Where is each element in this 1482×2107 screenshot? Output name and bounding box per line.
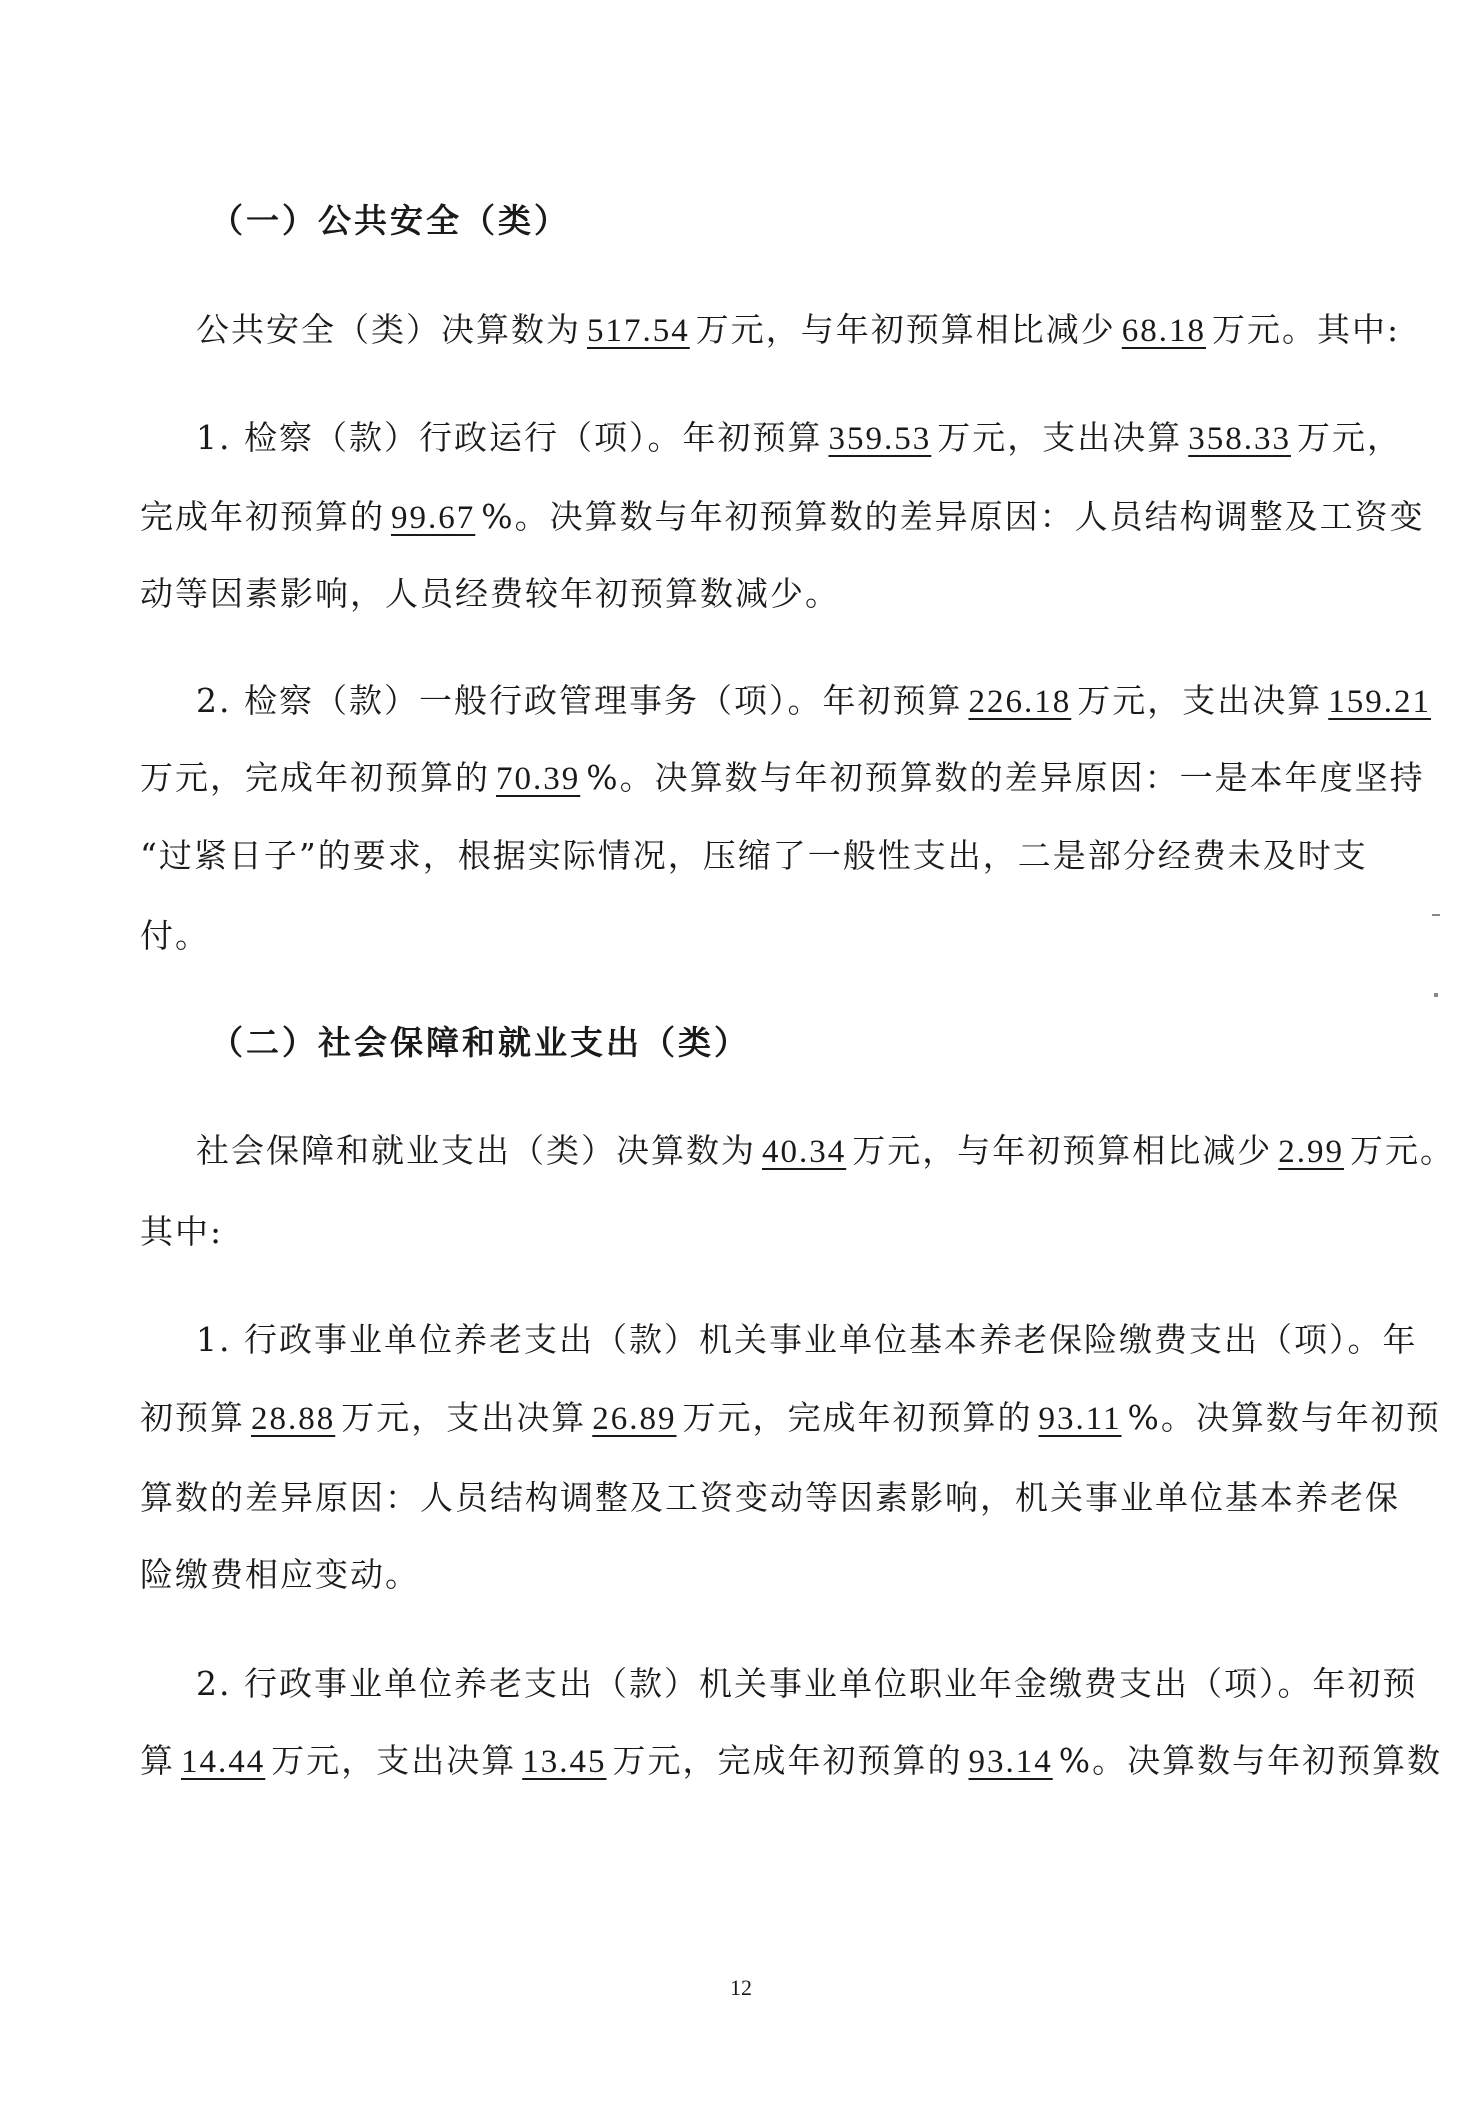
paragraph-public-security-intro: 公共安全（类）决算数为 517.54 万元，与年初预算相比减少 68.18 万元。其中: [196,310,1401,349]
paragraph-social-security-intro-line2: 其中: [140,1212,224,1251]
paragraph-social-security-intro: 社会保障和就业支出（类）决算数为 40.34 万元，与年初预算相比减少 2.99 万元。 [196,1131,1455,1170]
item-occupational-annuity-line1: 2. 行政事业单位养老支出（款）机关事业单位职业年金缴费支出（项）。年初预 [196,1664,1418,1703]
value-underlined: 28.88 [251,1401,336,1437]
item-basic-pension-line3: 算数的差异原因：人员结构调整及工资变动等因素影响，机关事业单位基本养老保 [140,1478,1400,1517]
item-basic-pension-line1: 1. 行政事业单位养老支出（款）机关事业单位基本养老保险缴费支出（项）。年 [196,1320,1418,1359]
item-procuratorate-general-admin-line4: 付。 [140,916,210,955]
value-underlined: 93.11 [1038,1401,1122,1437]
value-underlined: 99.67 [391,500,476,536]
value-underlined: 358.33 [1188,421,1291,457]
value-underlined: 2.99 [1278,1134,1344,1170]
section-heading-public-security: （一）公共安全（类） [210,201,570,240]
value-underlined: 14.44 [181,1744,266,1780]
value-underlined: 68.18 [1121,313,1206,349]
value-underlined: 70.39 [496,761,581,797]
value-underlined: 359.53 [828,421,932,457]
value-underlined: 226.18 [968,684,1072,720]
value-underlined: 40.34 [762,1134,847,1170]
item-procuratorate-operation-line1: 1. 检察（款）行政运行（项）。年初预算 359.53 万元，支出决算 358.33 万元， [196,418,1402,457]
scan-mark [1432,914,1440,916]
value-underlined: 26.89 [592,1401,677,1437]
item-procuratorate-operation-line2: 完成年初预算的 99.67 %。决算数与年初预算数的差异原因：人员结构调整及工资变 [140,497,1425,536]
value-underlined: 93.14 [968,1744,1053,1780]
value-underlined: 159.21 [1328,684,1431,720]
item-occupational-annuity-line2: 算 14.44 万元，支出决算 13.45 万元，完成年初预算的 93.14 %。决算数与年初预算数 [140,1741,1443,1780]
section-heading-social-security: （二）社会保障和就业支出（类） [210,1023,750,1062]
item-basic-pension-line4: 险缴费相应变动。 [140,1555,420,1594]
document-page [140,0,1455,2107]
value-underlined: 517.54 [587,313,690,349]
item-basic-pension-line2: 初预算 28.88 万元，支出决算 26.89 万元，完成年初预算的 93.11 %。决算数与年初预 [140,1398,1441,1437]
item-procuratorate-general-admin-line3: “过紧日子”的要求，根据实际情况，压缩了一般性支出，二是部分经费未及时支 [140,836,1368,875]
value-underlined: 13.45 [522,1744,607,1780]
page-number: 12 [730,1975,752,2000]
item-procuratorate-general-admin-line2: 万元，完成年初预算的 70.39 %。决算数与年初预算数的差异原因：一是本年度坚持 [140,758,1425,797]
item-procuratorate-general-admin-line1: 2. 检察（款）一般行政管理事务（项）。年初预算 226.18 万元，支出决算 159.21 [196,681,1437,722]
scan-mark [1434,993,1438,997]
item-procuratorate-operation-line3: 动等因素影响，人员经费较年初预算数减少。 [140,574,840,613]
